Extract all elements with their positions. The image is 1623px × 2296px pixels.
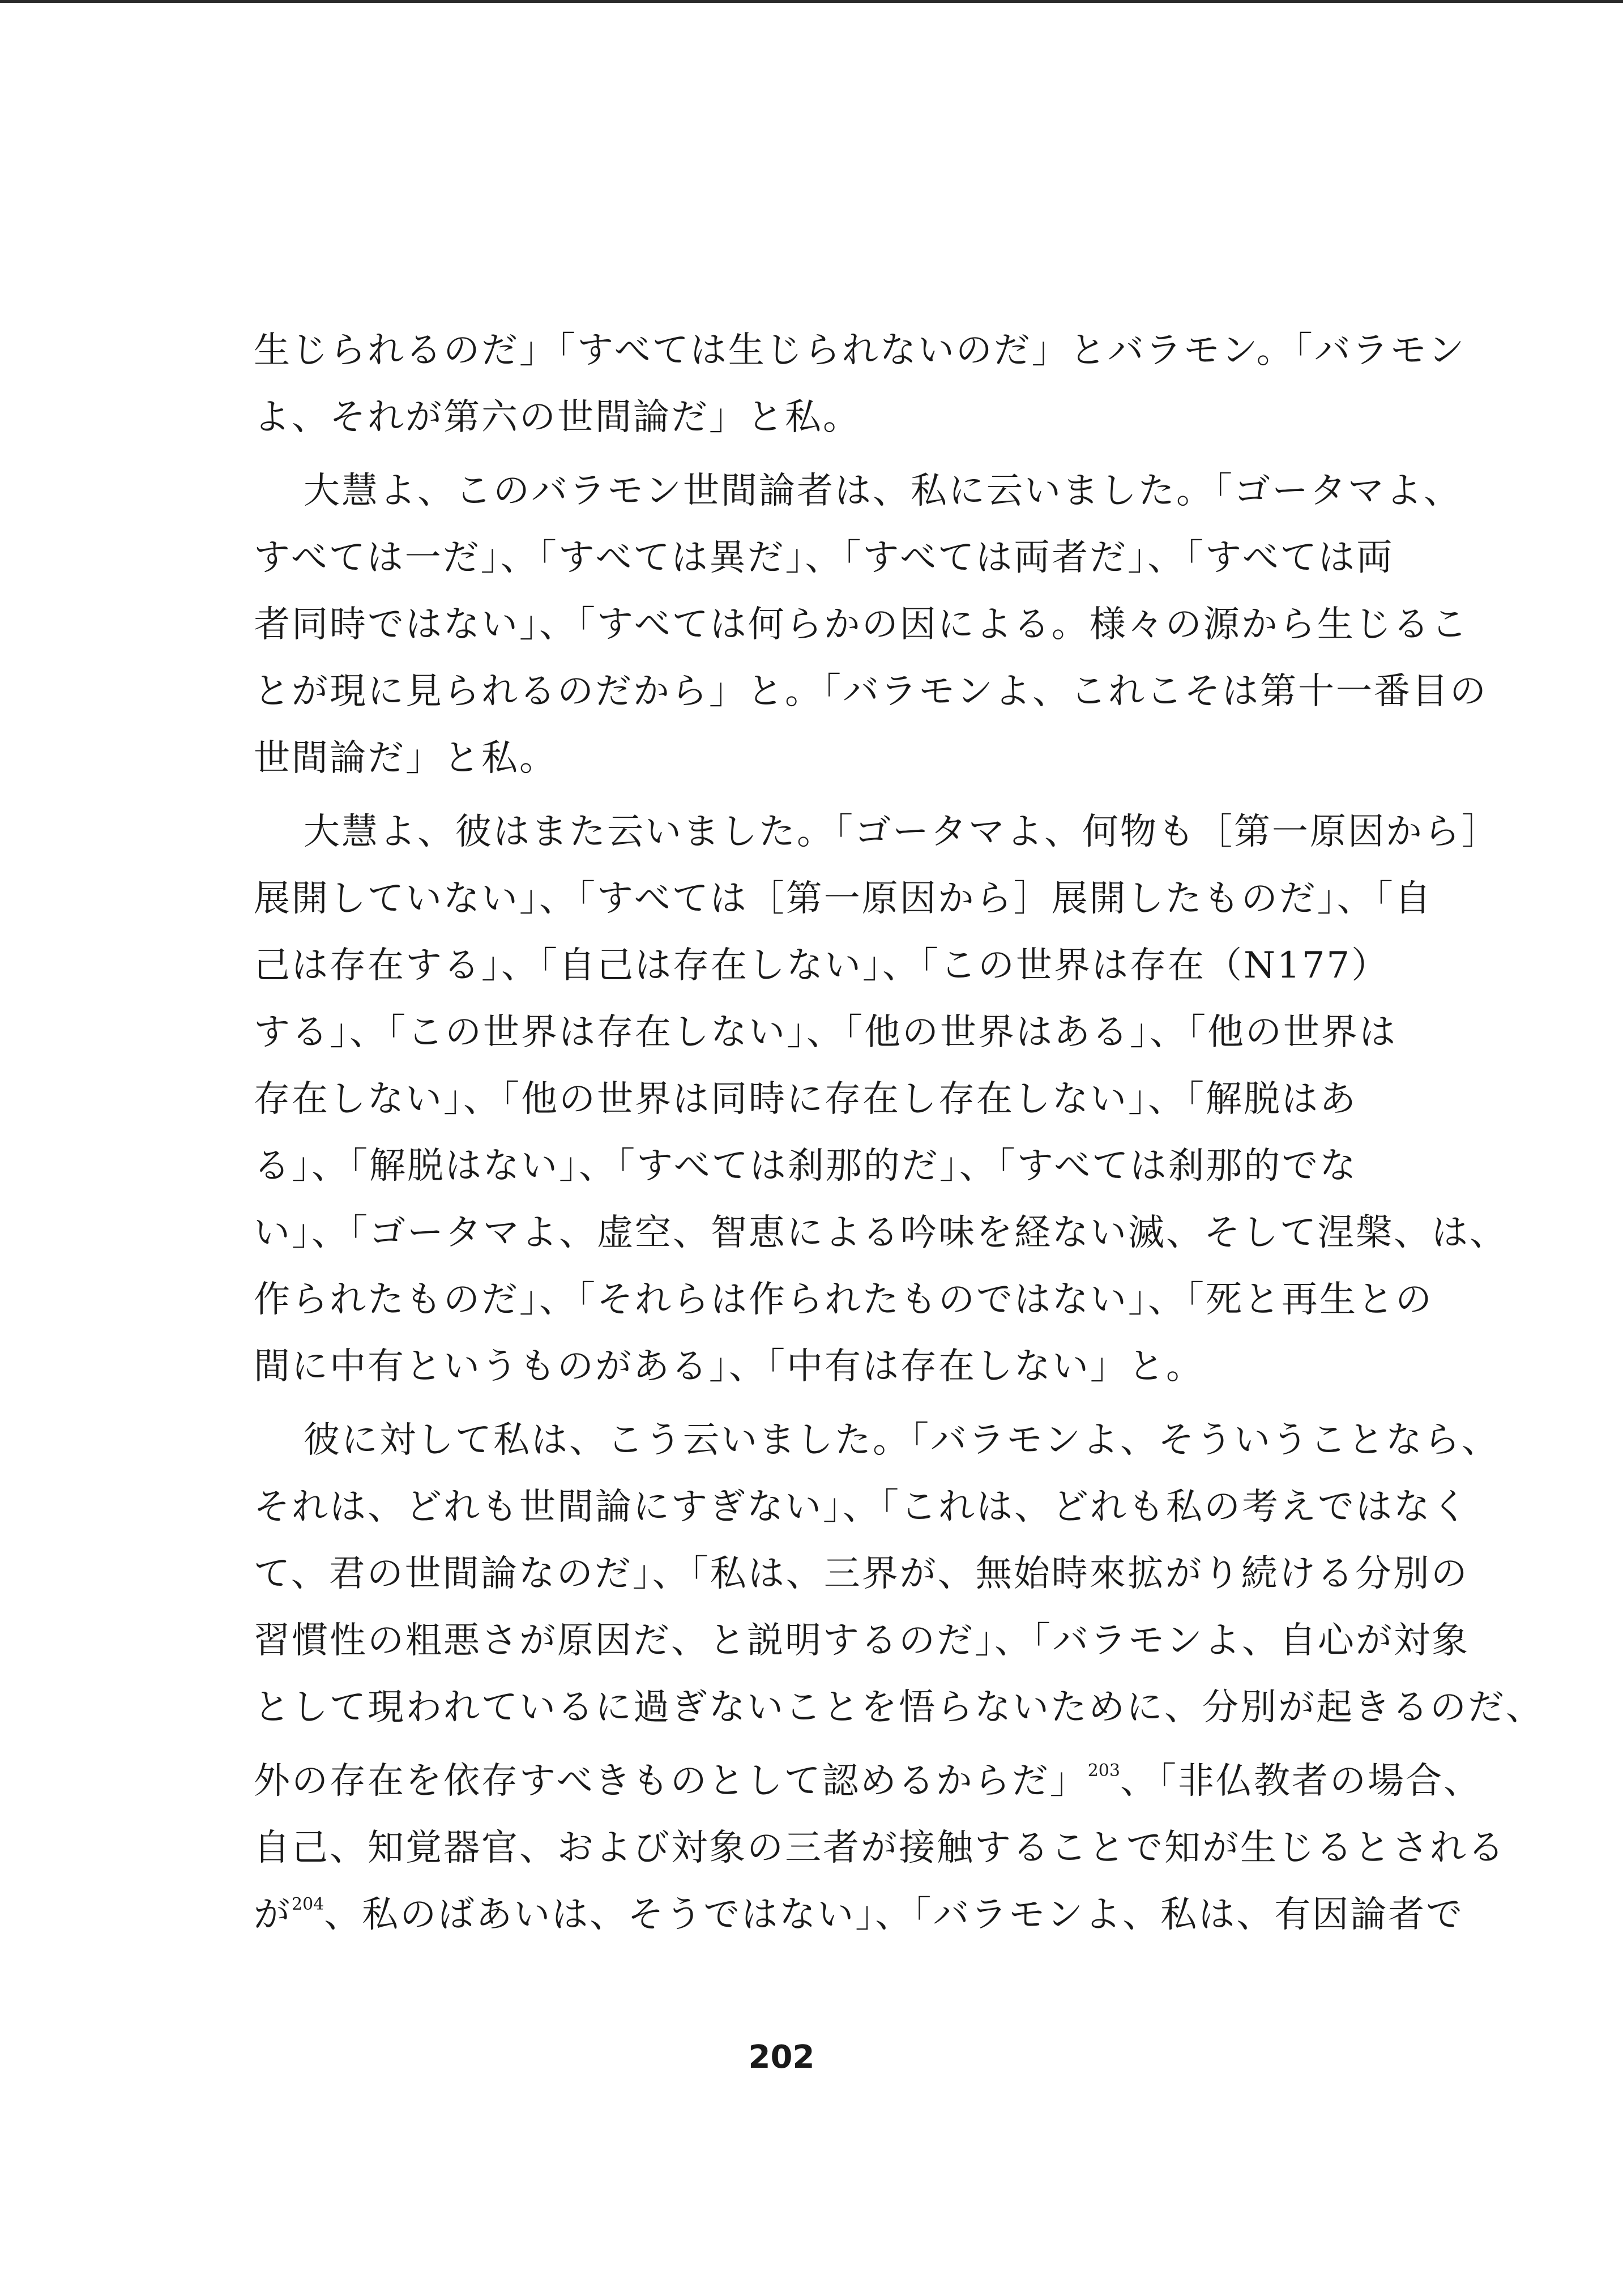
text-line: 自己、知覚器官、および対象の三者が接触することで知が生じるとされる (254, 1827, 1506, 1869)
text-segment: 者同時ではない」、「すべては何らかの因による。様々の源から生じるこ (254, 604, 1469, 646)
text-line (254, 458, 1462, 524)
paragraphs (254, 317, 1544, 1748)
footnote-ref-203[interactable]: 203 (1087, 1761, 1120, 1781)
paragraph (254, 317, 1466, 451)
text-line (254, 865, 1433, 932)
text-line (254, 1133, 1358, 1200)
text-line (254, 725, 1318, 792)
text-line (254, 384, 1318, 451)
text-line (254, 1200, 1507, 1266)
text-segment: が (254, 1894, 292, 1936)
text-line (254, 1674, 1544, 1741)
text-segment: すべては一だ」、「すべては異だ」、「すべては両者だ」、「すべては両 (254, 537, 1394, 579)
text-segment: 彼に対して私は、こう云いました。「バラモンよ、そういうことなら、 (304, 1419, 1500, 1461)
text-line (254, 1333, 1318, 1400)
text-segment: 、「非仏教者の場合、 (1120, 1760, 1481, 1802)
paragraph-gap (254, 451, 1318, 458)
text-segment: 、私のばあいは、そうではない」、「バラモンよ、私は、有因論者で (324, 1894, 1464, 1936)
text-segment: 間に中有というものがある」、「中有は存在しない」と。 (254, 1346, 1204, 1388)
paragraph (254, 458, 1488, 792)
text-line (254, 999, 1397, 1066)
paragraph-gap (254, 792, 1318, 799)
paragraph (254, 1407, 1544, 1741)
text-segment: 外の存在を依存すべきものとして認めるからだ」 (254, 1760, 1088, 1802)
text-line (254, 524, 1394, 591)
footnote-ref-204[interactable]: 204 (292, 1894, 324, 1914)
text-segment: よ、それが第六の世間論だ」と私。 (254, 396, 861, 438)
text-segment: 世間論だ」と私。 (254, 737, 557, 779)
text-line (254, 317, 1466, 384)
text-segment: 作られたものだ」、「それらは作られたものではない」、「死と再生との (254, 1279, 1433, 1321)
top-border-rule (0, 0, 1623, 3)
text-segment: る」、「解脱はない」、「すべては刹那的だ」、「すべては刹那的でな (254, 1145, 1358, 1187)
paragraph (254, 799, 1507, 1400)
text-segment: それは、どれも世間論にすぎない」、「これは、どれも私の考えではなく (254, 1486, 1470, 1528)
text-segment: 大慧よ、このバラモン世間論者は、私に云いました。「ゴータマよ、 (304, 470, 1462, 512)
text-segment: する」、「この世界は存在しない」、「他の世界はある」、「他の世界は (254, 1012, 1397, 1053)
text-line (254, 1407, 1500, 1474)
text-line (254, 1607, 1470, 1674)
text-segment: 生じられるのだ」「すべては生じられないのだ」とバラモン。「バラモン (254, 330, 1466, 372)
page-number: 202 (748, 2039, 815, 2076)
text-segment: 大慧よ、彼はまた云いました。「ゴータマよ、何物も［第一原因から］ (304, 811, 1500, 853)
text-line (254, 1066, 1357, 1133)
text-segment: として現われているに過ぎないことを悟らないために、分別が起きるのだ、 (254, 1687, 1544, 1729)
text-segment: とが現に見られるのだから」と。「バラモンよ、これこそは第十一番目の (254, 671, 1488, 712)
text-line (254, 591, 1469, 658)
text-line (254, 1266, 1433, 1333)
paragraph-gap (254, 1741, 1318, 1748)
text-segment: い」、「ゴータマよ、虚空、智恵による吟味を経ない滅、そして涅槃、は、 (254, 1212, 1507, 1254)
text-segment: 己は存在する」、「自己は存在しない」、「この世界は存在（N177） (254, 945, 1390, 987)
text-line (254, 1474, 1470, 1540)
text-line (254, 799, 1500, 865)
text-line-with-footnote-204 (254, 1881, 1464, 1948)
text-segment: 存在しない」、「他の世界は同時に存在し存在しない」、「解脱はあ (254, 1078, 1357, 1120)
text-segment: 習慣性の粗悪さが原因だ、と説明するのだ」、「バラモンよ、自心が対象 (254, 1620, 1470, 1662)
text-line-with-footnote-203 (254, 1748, 1481, 1815)
text-segment: 展開していない」、「すべては［第一原因から］展開したものだ」、「自 (254, 878, 1433, 920)
text-line (254, 932, 1390, 999)
text-line (254, 1540, 1469, 1607)
paragraph-gap (254, 1400, 1318, 1407)
text-line (254, 658, 1488, 725)
page-body (254, 317, 1544, 1948)
text-segment: て、君の世間論なのだ」、「私は、三界が、無始時來拡がり続ける分別の (254, 1553, 1469, 1595)
